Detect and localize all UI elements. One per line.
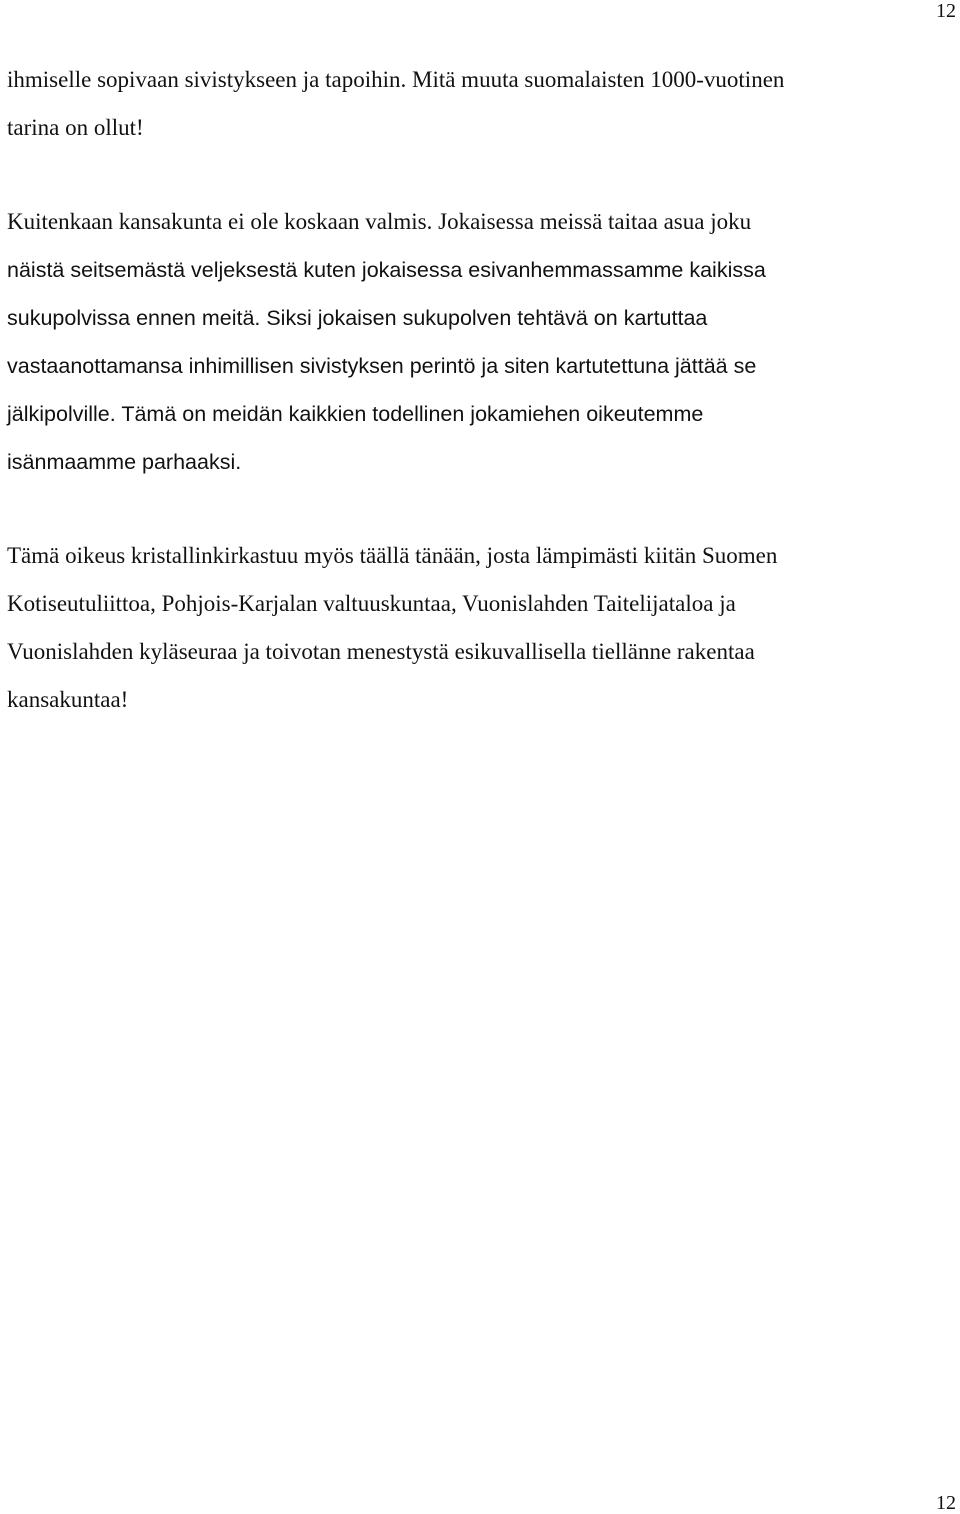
text-line: vastaanottamansa inhimillisen sivistyksen perintö ja siten kartutettuna jättää se (7, 354, 757, 378)
text-line: Vuonislahden kyläseuraa ja toivotan menestystä esikuvallisella tiellänne rakentaa (7, 639, 755, 664)
text-line: Kotiseutuliittoa, Pohjois-Karjalan valtuuskuntaa, Vuonislahden Taitelijataloa ja (7, 591, 736, 616)
text-line: isänmaamme parhaaksi. (7, 450, 242, 474)
paragraph-1 (7, 56, 953, 152)
text-line: kansakuntaa! (7, 687, 129, 712)
text-line: Kuitenkaan kansakunta ei ole koskaan valmis. Jokaisessa meissä taitaa asua joku (7, 209, 752, 234)
paragraph-2 (7, 198, 953, 486)
text-line: ihmiselle sopivaan sivistykseen ja tapoihin. Mitä muuta suomalaisten 1000-vuotinen (7, 67, 785, 92)
document-body (7, 56, 953, 770)
text-line: sukupolvissa ennen meitä. Siksi jokaisen sukupolven tehtävä on kartuttaa (7, 306, 708, 330)
text-line: jälkipolville. Tämä on meidän kaikkien todellinen jokamiehen oikeutemme (7, 402, 704, 426)
text-line: näistä seitsemästä veljeksestä kuten jokaisessa esivanhemmassamme kaikissa (7, 258, 766, 282)
paragraph-3 (7, 532, 953, 724)
page-number-bottom: 12 (936, 1492, 956, 1514)
text-line: Tämä oikeus kristallinkirkastuu myös täällä tänään, josta lämpimästi kiitän Suomen (7, 543, 778, 568)
text-line: tarina on ollut! (7, 115, 144, 140)
page-number-top: 12 (936, 0, 956, 22)
